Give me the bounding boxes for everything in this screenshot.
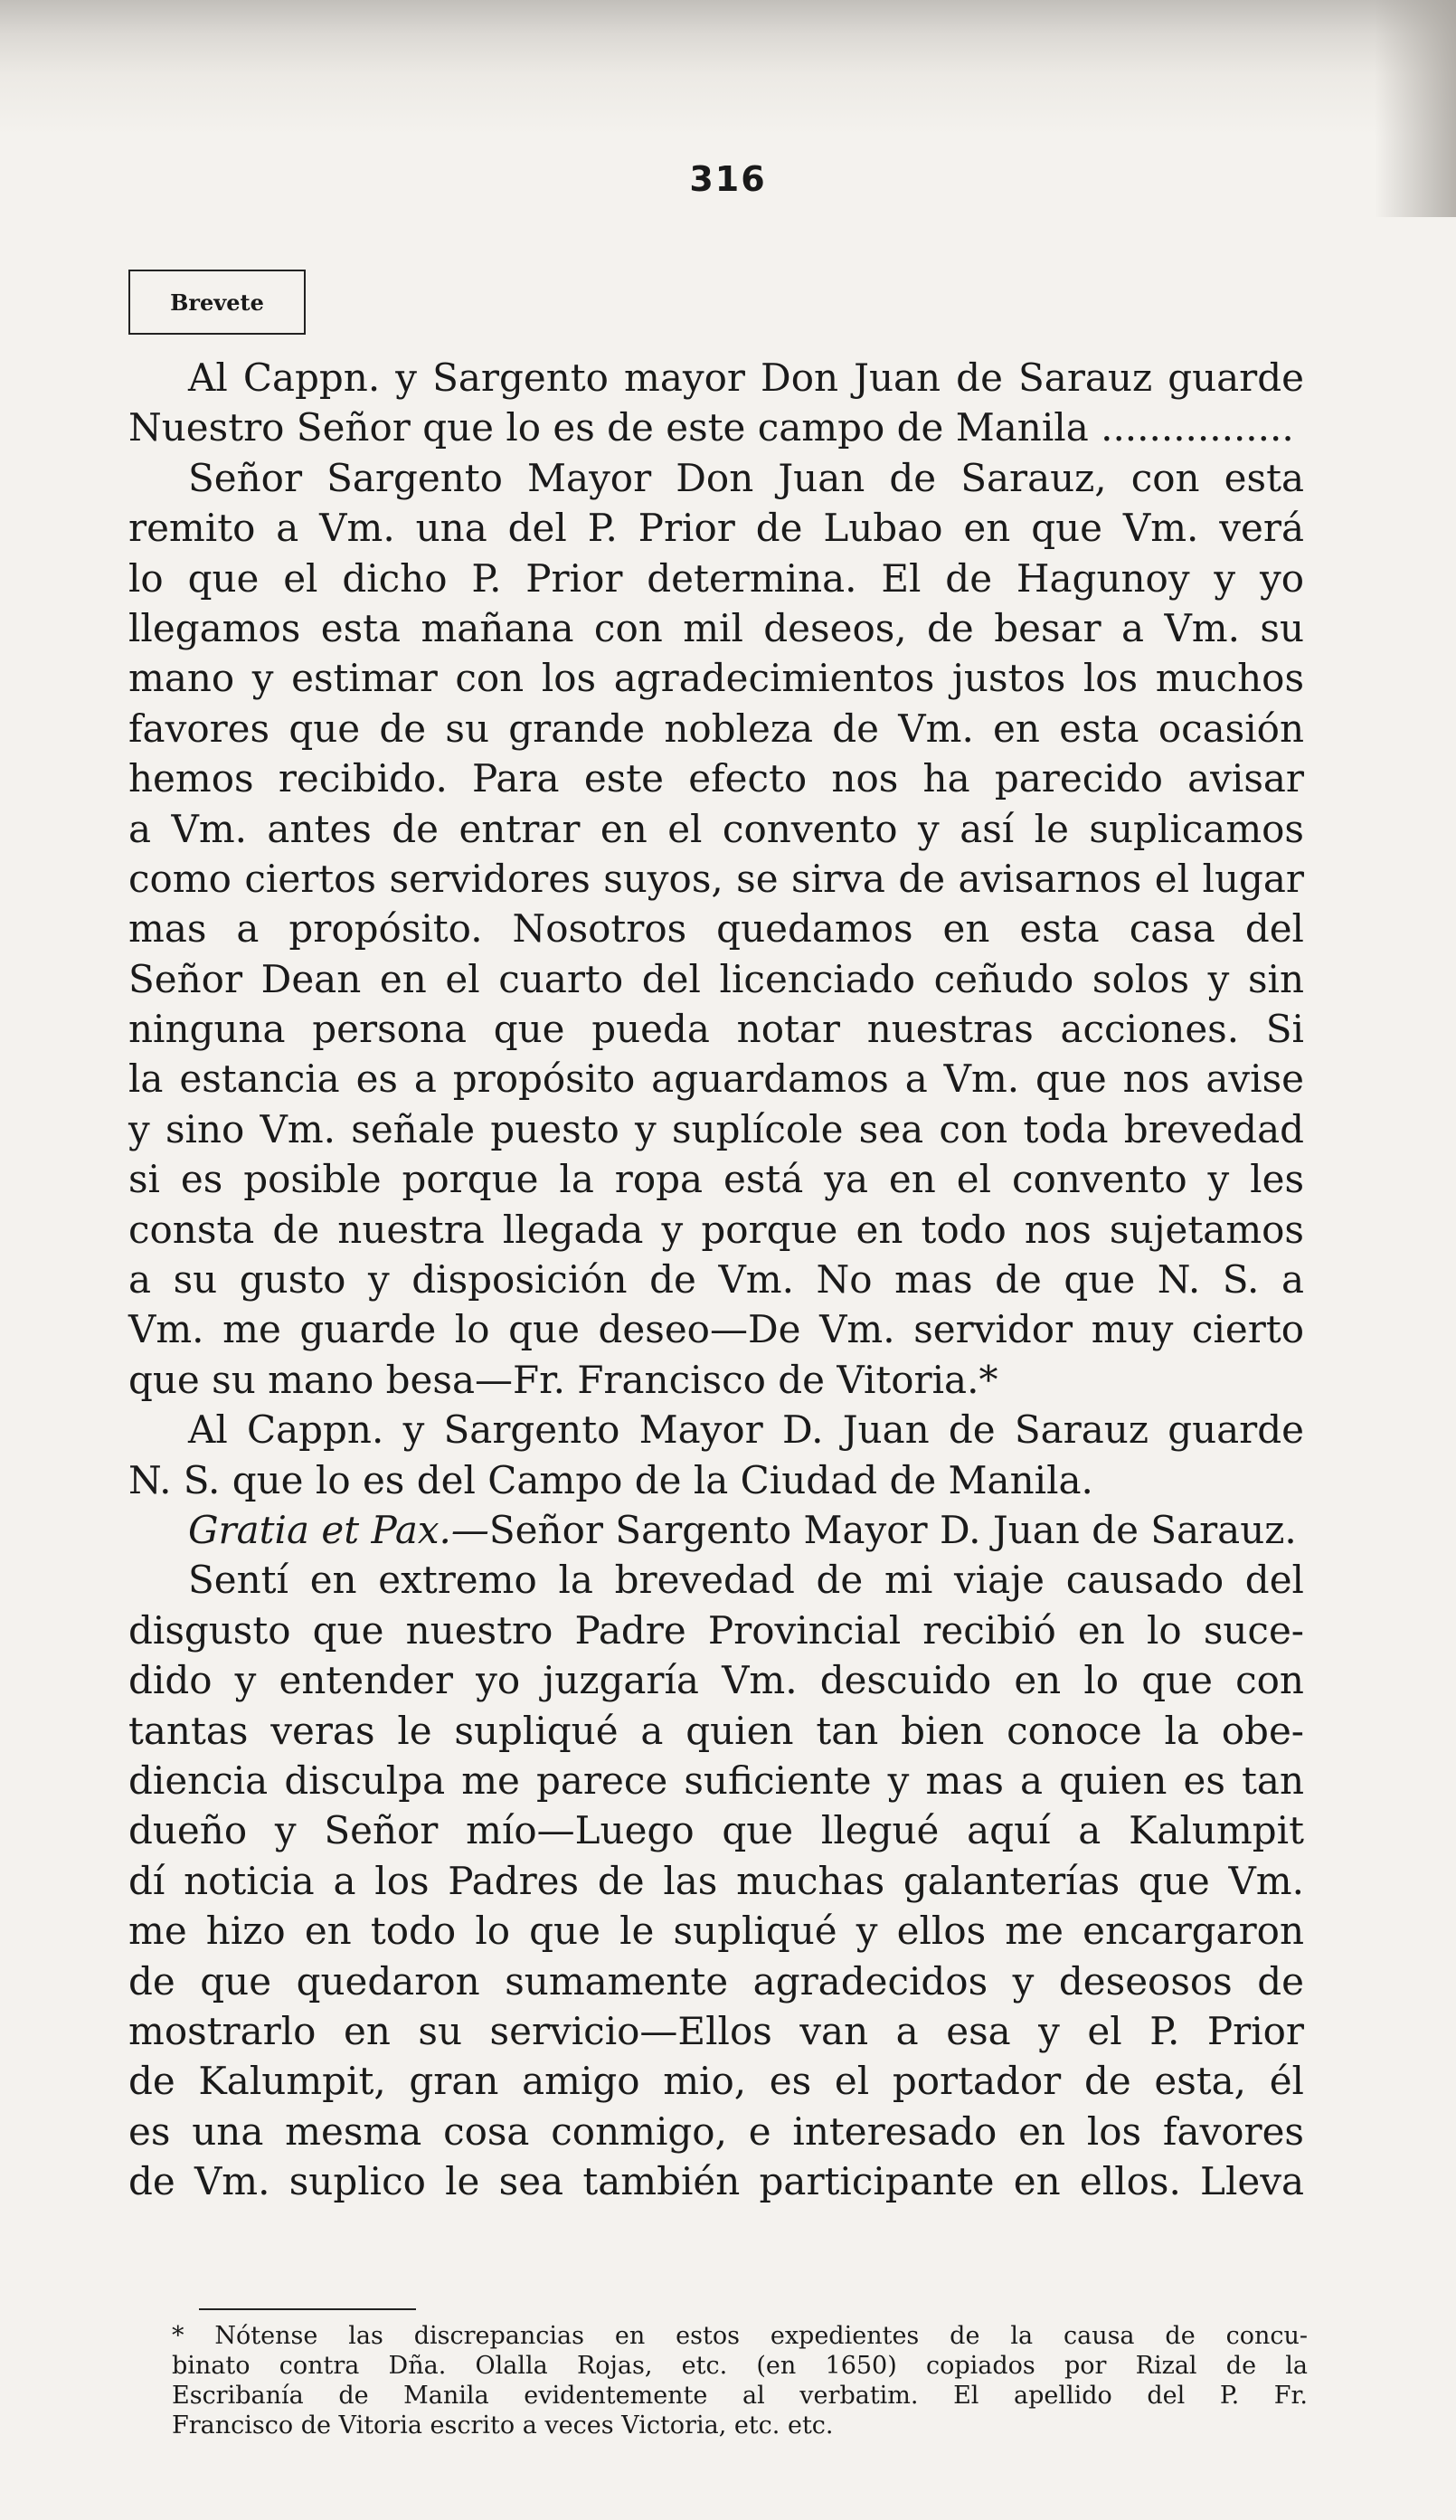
body-line-text: y sino Vm. señale puesto y suplícole sea con toda brevedad: [128, 1106, 1304, 1151]
body-text: [128, 353, 1304, 2206]
body-line-text: Vm. me guarde lo que deseo—De Vm. servidor muy cierto: [128, 1307, 1304, 1352]
body-line: [128, 954, 1304, 1004]
body-line-text: Al Cappn. y Sargento mayor Don Juan de Sarauz guarde: [188, 355, 1304, 400]
body-line-text: es una mesma cosa conmigo, e interesado en los favores: [128, 2108, 1304, 2154]
body-line: [128, 1255, 1304, 1304]
footnote-line-text: * Nótense las discrepancias en estos expedientes de la causa de concu-: [172, 2322, 1308, 2350]
body-line: [128, 1505, 1304, 1555]
body-line: [128, 1104, 1304, 1154]
body-line: [128, 453, 1304, 503]
footnote-rule: [199, 2308, 416, 2310]
page-number: 316: [689, 159, 767, 199]
body-line-text: Al Cappn. y Sargento Mayor D. Juan de Sarauz guarde: [188, 1407, 1304, 1453]
body-line-text: hemos recibido. Para este efecto nos ha parecido avisar: [128, 756, 1304, 801]
salutation-italic: Gratia et Pax.—: [188, 1507, 489, 1552]
body-line-text: favores que de su grande nobleza de Vm. en esta ocasión: [128, 706, 1304, 751]
body-line: [128, 2056, 1304, 2106]
body-line: [128, 1304, 1304, 1354]
body-line-text: de que quedaron sumamente agradecidos y deseosos de: [128, 1958, 1304, 2004]
footnote-line: [172, 2411, 1308, 2440]
footnote-line: [172, 2351, 1308, 2381]
body-line: [128, 1205, 1304, 1255]
body-line-text: N. S. que lo es del Campo de la Ciudad de Manila.: [128, 1457, 1093, 1502]
body-line: [128, 1856, 1304, 1906]
body-line: [128, 1054, 1304, 1104]
body-line-text: tantas veras le supliqué a quien tan bien conoce la obe-: [128, 1708, 1304, 1753]
body-line: [128, 1405, 1304, 1454]
body-line: [128, 1805, 1304, 1855]
body-line-text: que su mano besa—Fr. Francisco de Vitoria.*: [128, 1357, 998, 1402]
footnote-line-text: Francisco de Vitoria escrito a veces Victoria, etc. etc.: [172, 2411, 834, 2439]
body-line-text: Señor Dean en el cuarto del licenciado ceñudo solos y sin: [128, 956, 1304, 1001]
body-line: [128, 403, 1304, 452]
body-line-text: consta de nuestra llegada y porque en todo nos sujetamos: [128, 1207, 1304, 1252]
body-line: [128, 753, 1304, 803]
body-line-text: ninguna persona que pueda notar nuestras acciones. Si: [128, 1007, 1304, 1052]
body-line-text: lo que el dicho P. Prior determina. El de Hagunoy y yo: [128, 555, 1304, 601]
footnote-line-text: binato contra Dña. Olalla Rojas, etc. (en 1650) copiados por Rizal de la: [172, 2352, 1308, 2380]
body-line-text: Nuestro Señor que lo es de este campo de Manila ................: [128, 405, 1294, 450]
body-line: [128, 854, 1304, 904]
body-line-text: Señor Sargento Mayor Don Juan de Sarauz, con esta: [188, 455, 1304, 500]
body-line-text: si es posible porque la ropa está ya en el convento y les: [128, 1157, 1304, 1202]
body-line: [128, 1756, 1304, 1805]
body-line: [128, 2156, 1304, 2206]
footnote-line: [172, 2321, 1308, 2351]
body-line: [128, 904, 1304, 953]
stamp-label: Brevete: [170, 289, 264, 316]
body-line: [128, 554, 1304, 603]
body-line-text: mano y estimar con los agradecimientos justos los muchos: [128, 656, 1304, 701]
body-line-text: como ciertos servidores suyos, se sirva de avisarnos el lugar: [128, 856, 1304, 901]
body-line-text: de Kalumpit, gran amigo mio, es el portador de esta, él: [128, 2059, 1304, 2104]
body-line: [128, 1355, 1304, 1405]
body-line-text: disgusto que nuestro Padre Provincial recibió en lo suce-: [128, 1607, 1304, 1653]
body-line-text: dueño y Señor mío—Luego que llegué aquí a Kalumpit: [128, 1808, 1304, 1853]
footnote-line-text: Escribanía de Manila evidentemente al verbatim. El apellido del P. Fr.: [172, 2382, 1308, 2410]
footnote-line: [172, 2381, 1308, 2411]
body-line: [128, 1555, 1304, 1605]
body-line: [128, 1906, 1304, 1956]
body-line: [128, 1606, 1304, 1655]
body-line: [128, 1004, 1304, 1054]
body-line-text: dido y entender yo juzgaría Vm. descuido en lo que con: [128, 1658, 1304, 1703]
footnote: [172, 2321, 1308, 2440]
body-line-text: Sentí en extremo la brevedad de mi viaje causado del: [188, 1558, 1304, 1603]
body-line: [128, 603, 1304, 653]
body-line: [128, 1455, 1304, 1505]
body-line-text: de Vm. suplico le sea también participante en ellos. Lleva: [128, 2159, 1304, 2204]
body-line-text: Señor Sargento Mayor D. Juan de Sarauz.: [488, 1507, 1297, 1552]
body-line-text: dí noticia a los Padres de las muchas galanterías que Vm.: [128, 1858, 1304, 1903]
body-line: [128, 1956, 1304, 2006]
body-line: [128, 804, 1304, 854]
body-line: [128, 2107, 1304, 2156]
body-line: [128, 653, 1304, 703]
body-line-text: me hizo en todo lo que le supliqué y ellos me encargaron: [128, 1909, 1304, 1954]
body-line-text: la estancia es a propósito aguardamos a Vm. que nos avise: [128, 1056, 1304, 1102]
body-line-text: a Vm. antes de entrar en el convento y así le suplicamos: [128, 806, 1304, 851]
body-line-text: llegamos esta mañana con mil deseos, de besar a Vm. su: [128, 605, 1304, 650]
body-line: [128, 1706, 1304, 1756]
brevete-stamp: [128, 270, 306, 335]
body-line: [128, 704, 1304, 753]
body-line-text: diencia disculpa me parece suficiente y mas a quien es tan: [128, 1757, 1304, 1803]
body-line: [128, 353, 1304, 403]
body-line-text: remito a Vm. una del P. Prior de Lubao en que Vm. verá: [128, 506, 1304, 551]
body-line: [128, 503, 1304, 553]
body-line-text: mostrarlo en su servicio—Ellos van a esa y el P. Prior: [128, 2008, 1304, 2053]
scan-shadow-top: [0, 0, 1456, 136]
body-line-text: a su gusto y disposición de Vm. No mas de que N. S. a: [128, 1257, 1304, 1303]
body-line-text: mas a propósito. Nosotros quedamos en esta casa del: [128, 906, 1304, 952]
body-line: [128, 2006, 1304, 2056]
body-line: [128, 1154, 1304, 1204]
body-line: [128, 1655, 1304, 1705]
